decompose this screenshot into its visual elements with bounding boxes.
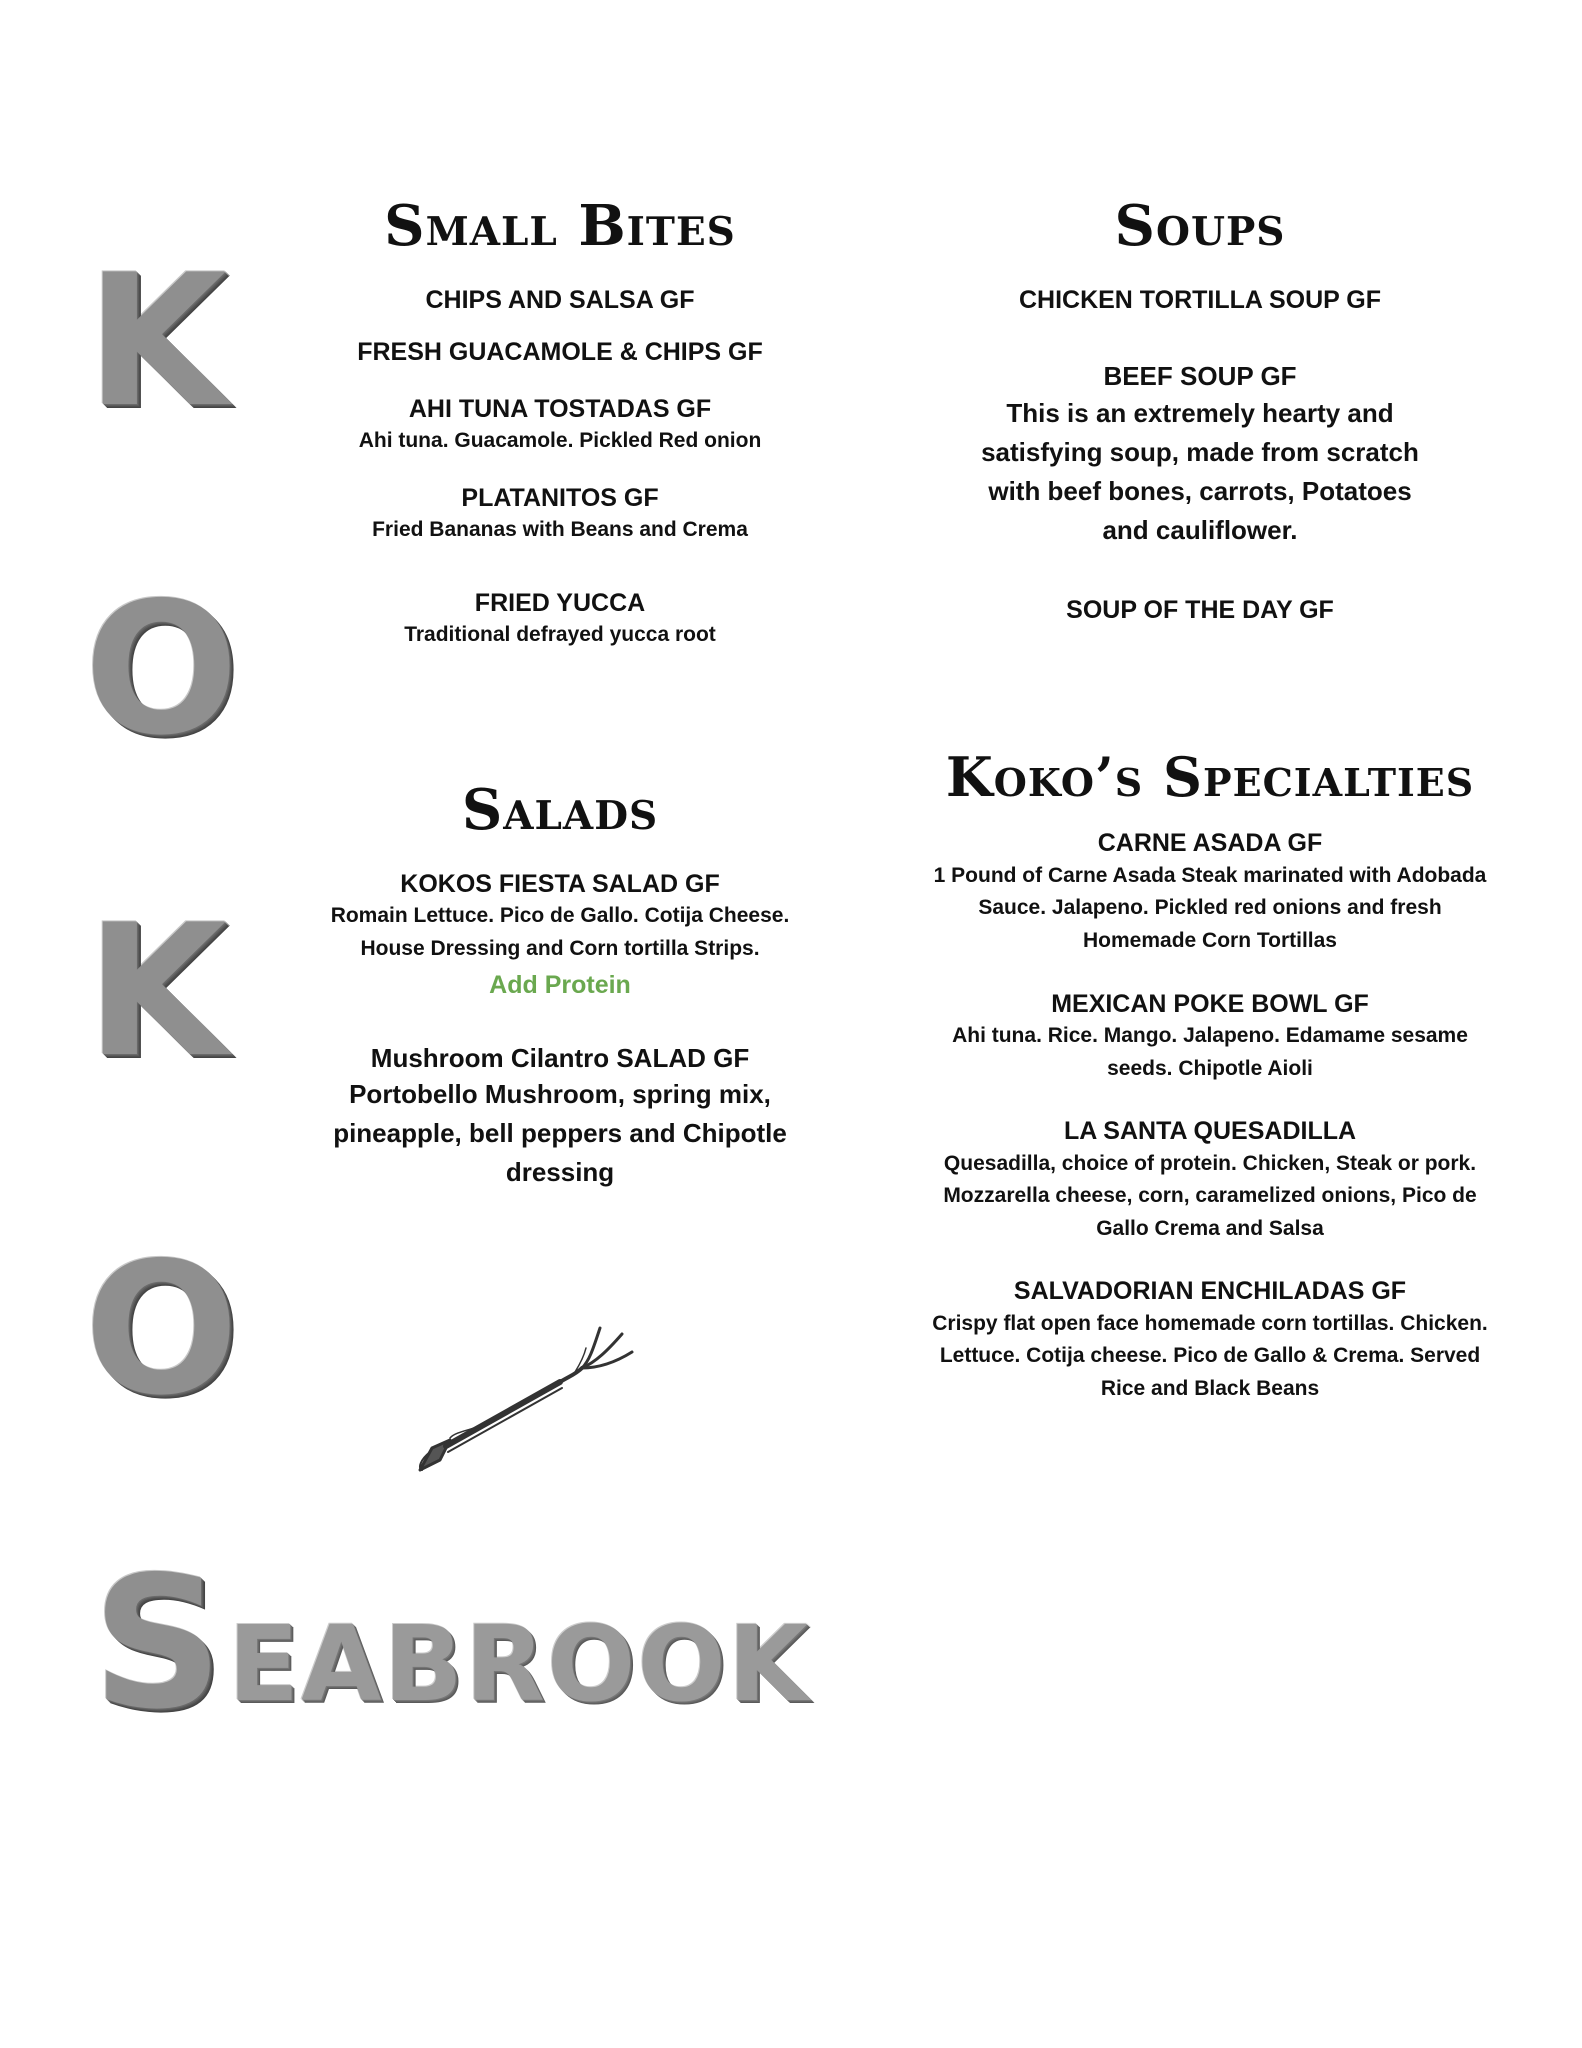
- item-description: Ahi tuna. Rice. Mango. Jalapeno. Edamame sesame: [952, 1024, 1468, 1048]
- menu-item: [300, 482, 820, 547]
- menu-item: [920, 360, 1480, 550]
- item-name: PLATANITOS GF: [461, 483, 659, 512]
- brand-letter-o: O: [84, 563, 239, 775]
- item-name: CHICKEN TORTILLA SOUP GF: [1018, 285, 1382, 314]
- brand-letter-k: K: [86, 885, 228, 1097]
- menu-item: [910, 1275, 1510, 1405]
- menu-item: [910, 988, 1510, 1086]
- menu-item: [920, 594, 1480, 627]
- item-description: Lettuce. Cotija cheese. Pico de Gallo & Crema. Served: [939, 1344, 1481, 1368]
- section-title: Soups: [1114, 193, 1286, 259]
- menu-item: [300, 587, 820, 652]
- item-description: with beef bones, carrots, Potatoes: [988, 475, 1412, 506]
- item-description: Ahi tuna. Guacamole. Pickled Red onion: [358, 429, 762, 453]
- salads-section: [300, 777, 820, 1192]
- item-name: FRIED YUCCA: [474, 588, 646, 617]
- item-description: Romain Lettuce. Pico de Gallo. Cotija Cheese.: [330, 904, 790, 928]
- item-description: Quesadilla, choice of protein. Chicken, Steak or pork.: [943, 1151, 1477, 1175]
- item-name: KOKOS FIESTA SALAD GF: [400, 869, 720, 898]
- item-name: LA SANTA QUESADILLA: [1063, 1117, 1357, 1146]
- fork-icon: [410, 1320, 650, 1480]
- item-description: pineapple, bell peppers and Chipotle: [333, 1118, 787, 1149]
- menu-item: [910, 1115, 1510, 1245]
- section-title: Koko’s Specialties: [945, 745, 1475, 809]
- item-description: dressing: [505, 1157, 615, 1188]
- item-description: Fried Bananas with Beans and Crema: [372, 518, 748, 542]
- item-name: SALVADORIAN ENCHILADAS GF: [1013, 1277, 1407, 1306]
- brand-letter-k: K: [86, 235, 228, 447]
- item-description: Mozzarella cheese, corn, caramelized onions, Pico de: [943, 1184, 1477, 1208]
- menu-item: [300, 393, 820, 458]
- item-name: SOUP OF THE DAY GF: [1066, 595, 1334, 624]
- menu-item: [300, 1042, 820, 1193]
- soups-section: [920, 193, 1480, 626]
- menu-item: [300, 868, 820, 1002]
- item-description: This is an extremely hearty and: [1006, 397, 1394, 428]
- menu-item: [910, 827, 1510, 957]
- item-name: CARNE ASADA GF: [1097, 829, 1323, 858]
- section-title: Salads: [461, 777, 659, 843]
- menu-item: [300, 284, 820, 317]
- item-description: Sauce. Jalapeno. Pickled red onions and fresh: [978, 896, 1442, 920]
- add-protein-note: Add Protein: [489, 971, 631, 1000]
- item-description: Traditional defrayed yucca root: [404, 623, 716, 647]
- item-description: Gallo Crema and Salsa: [1096, 1216, 1324, 1240]
- item-description: Rice and Black Beans: [1100, 1376, 1320, 1400]
- brand-seabrook-rest: EABROOK: [228, 1603, 811, 1725]
- section-title: Small Bites: [384, 193, 736, 259]
- item-description: seeds. Chipotle Aioli: [1107, 1056, 1313, 1080]
- item-description: 1 Pound of Carne Asada Steak marinated with Adobada: [933, 863, 1487, 887]
- brand-letter-o: O: [84, 1223, 239, 1435]
- item-name: FRESH GUACAMOLE & CHIPS GF: [357, 338, 763, 367]
- item-name: MEXICAN POKE BOWL GF: [1051, 989, 1369, 1018]
- menu-item: [920, 284, 1480, 317]
- small-bites-section: [300, 193, 820, 672]
- item-description: Portobello Mushroom, spring mix,: [349, 1079, 771, 1110]
- item-name: AHI TUNA TOSTADAS GF: [408, 394, 712, 423]
- menu-item: [300, 336, 820, 369]
- item-description: Homemade Corn Tortillas: [1083, 928, 1337, 952]
- item-description: Crispy flat open face homemade corn tortillas. Chicken.: [932, 1311, 1488, 1335]
- item-name: CHIPS AND SALSA GF: [425, 285, 695, 314]
- item-description: satisfying soup, made from scratch: [981, 436, 1419, 467]
- item-name: Mushroom Cilantro SALAD GF: [370, 1042, 750, 1073]
- specialties-section: [910, 745, 1510, 1435]
- item-description: House Dressing and Corn tortilla Strips.: [360, 936, 760, 960]
- brand-letter-s: S: [92, 1537, 224, 1749]
- item-description: and cauliflower.: [1102, 514, 1298, 545]
- item-name: BEEF SOUP GF: [1103, 361, 1297, 392]
